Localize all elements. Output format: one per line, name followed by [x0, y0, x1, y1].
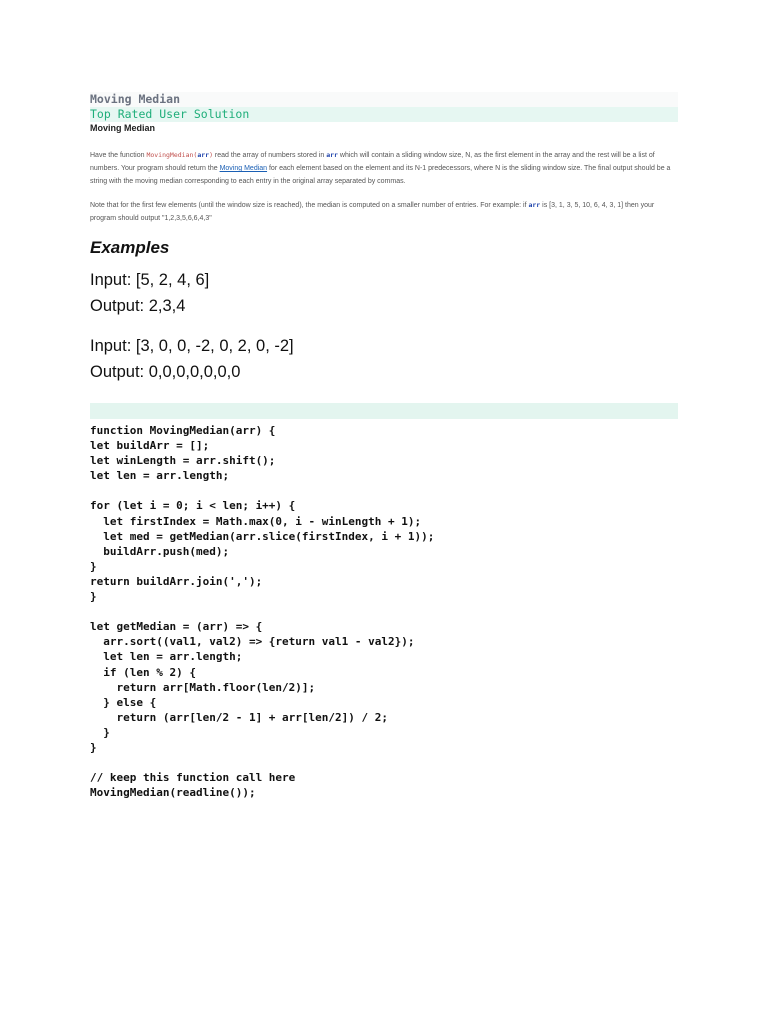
challenge-title: Moving Median — [90, 92, 678, 107]
arr-code: arr — [528, 201, 541, 209]
solution-code: function MovingMedian(arr) { let buildArr = []; let winLength = arr.shift(); let len = arr.length; for (let i = 0; i < len; i++) { let firstIndex = Math.max(0, i - winLength + 1); let med = getMedian(arr.slice(firstIndex, i + 1)); buildArr.push(med); } return buildArr.join(','); } let getMedian = (arr) => { arr.sort((val1, val2) => {return val1 - val2}); let len = arr.length; if (len % 2) { return arr[Math.floor(len/2)]; } else { return (arr[len/2 - 1] + arr[len/2]) / 2; } } // keep this function call here MovingMedian(readline()); — [90, 424, 435, 800]
challenge-subtitle: Moving Median — [90, 123, 155, 133]
example-block — [90, 267, 678, 319]
note-text: Note that for the first few elements (until the window size is reached), the median is computed on a smaller number of entries. For example: if — [90, 202, 529, 209]
description-text: Have the function — [90, 152, 147, 159]
top-rated-banner: Top Rated User Solution — [90, 107, 678, 122]
arr-code: arr — [326, 151, 338, 159]
example-input: Input: [5, 2, 4, 6] — [90, 271, 210, 289]
note-text: is [3, 1, 3, 5, 10, 6, 4, 3, 1] then your program should output "1,2,3,5,6,6,4,3" — [90, 202, 655, 222]
description-paragraph — [90, 149, 678, 188]
moving-median-link[interactable]: Moving Median — [219, 165, 268, 172]
description-text: which will contain a sliding window size, N, as the first element in the array and the rest will be a list of numbers. Your program should return the — [90, 152, 655, 172]
code-header-bar — [90, 403, 678, 419]
example-input: Input: [3, 0, 0, -2, 0, 2, 0, -2] — [90, 337, 294, 355]
example-output: Output: 2,3,4 — [90, 297, 186, 315]
example-block — [90, 333, 678, 385]
function-name-code: MovingMedian( — [146, 151, 198, 159]
solution-page — [90, 92, 678, 800]
function-close-code: ) — [209, 151, 213, 159]
description-text: read the array of numbers stored in — [212, 152, 327, 159]
description-text: for each element based on the element and its N-1 predecessors, where N is the sliding window size. The final output should be a string with the moving median corresponding to each entry in the original array separated by commas. — [90, 165, 671, 185]
examples-heading: Examples — [90, 238, 170, 257]
note-paragraph — [90, 199, 678, 225]
arr-code: arr — [197, 151, 210, 159]
example-output: Output: 0,0,0,0,0,0,0 — [90, 363, 241, 381]
